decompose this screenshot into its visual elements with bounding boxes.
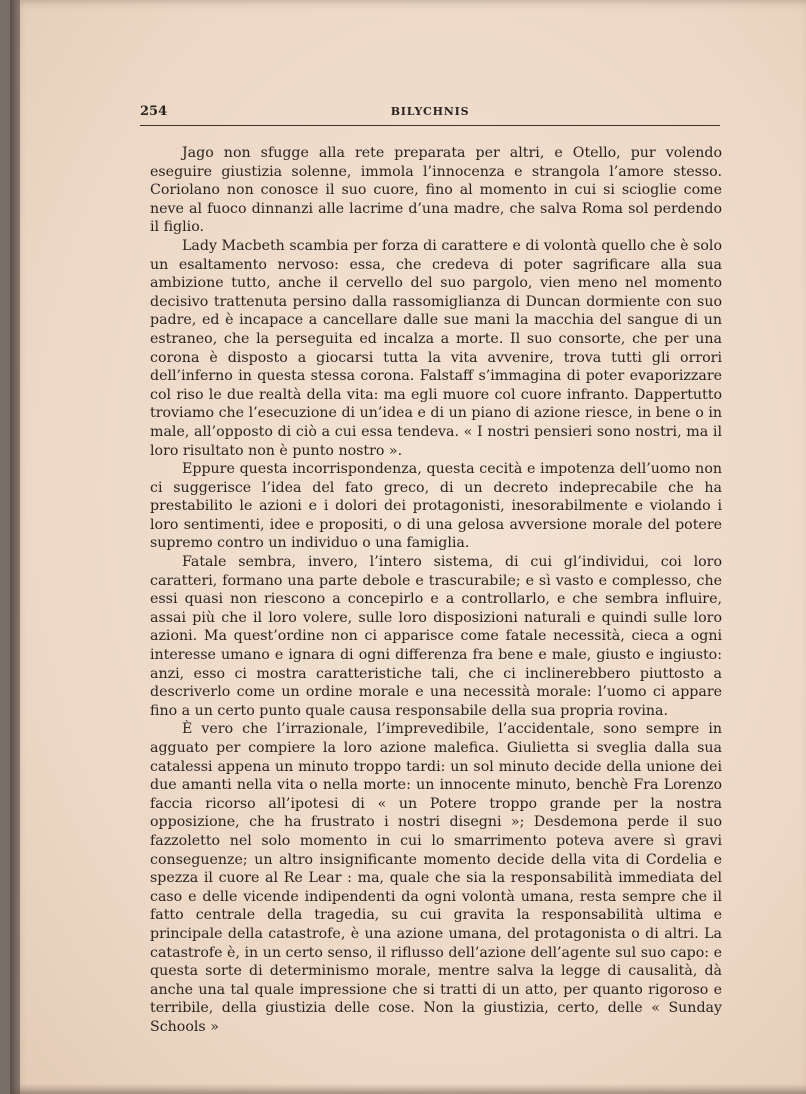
paragraph: È vero che l’irrazionale, l’imprevedibile, l’accidentale, sono sempre in agguato per compiere la loro azione malefica. Giulietta si sveglia dalla sua catalessi appena un minuto troppo tardi: un sol minuto decide della unione dei due amanti nella vita o nella morte: un innocente minuto, benchè Fra Lorenzo faccia ricorso all’ipotesi di « un Potere troppo grande per la nostra opposizione, che ha frustrato i nostri disegni »; Desdemona perde il suo fazzoletto nel solo momento in cui lo smarrimento poteva avere sì gravi conseguenze; un altro insignificante momento decide della vita di Cordelia e spezza il cuore al Re Lear : ma, quale che sia la responsabilità immediata del caso e delle vicende indipendenti da ogni volontà umana, resta sempre che il fatto centrale della tragedia, su cui gravita la responsabilità ultima e principale della catastrofe, è una azione umana, del protagonista o di altri. La catastrofe è, in un certo senso, il riflusso dell’azione dell’agente sul suo capo: e questa sorte di determinismo morale, mentre salva la legge di causalità, dà anche una tal quale impressione che si tratti di un atto, per quanto rigoroso e terribile, della giustizia delle cose. Non la giustizia, certo, delle « Sunday Schools » — [150, 721, 722, 1035]
running-head: BILYCHNIS — [390, 105, 470, 118]
paragraph: Eppure questa incorrispondenza, questa cecità e impotenza dell’uomo non ci suggerisce l’idea del fato greco, di un decreto indeprecabile che ha prestabilito le azioni e i dolori dei protagonisti, inesorabilmente e violando i loro sentimenti, idee e propositi, o di una gelosa avversione morale del potere supremo contro un individuo o una famiglia. — [150, 461, 722, 552]
header-rule — [140, 125, 720, 126]
spine-shadow — [10, 0, 20, 1094]
page-bottom-edge — [10, 1084, 806, 1094]
paragraph: Jago non sfugge alla rete preparata per altri, e Otello, pur volendo eseguire giustizia solenne, immola l’innocenza e strangola l’amore stesso. Coriolano non conosce il suo cuore, fino al momento in cui si scioglie come neve al fuoco dinnanzi alle lacrime d’una madre, che salva Roma sol perdendo il figlio. — [150, 145, 722, 236]
body-text — [150, 144, 722, 1037]
paragraph: Fatale sembra, invero, l’intero sistema, di cui gl’individui, coi loro caratteri, formano una parte debole e trascurabile; e sì vasto e complesso, che essi quasi non riescono a concepirlo e a controllarlo, e che sembra influire, assai più che il loro volere, sulle loro disposizioni naturali e quindi sulle loro azioni. Ma quest’ordine non ci apparisce come fatale necessità, cieca a ogni interesse umano e ignara di ogni differenza fra bene e male, giusto e ingiusto: anzi, esso ci mostra caratteristiche tali, che ci inclinerebbero piuttosto a descriverlo come un ordine morale e una necessità morale: l’uomo ci appare fino a un certo punto quale causa responsabile della sua propria rovina. — [150, 554, 722, 719]
page-number: 254 — [140, 104, 168, 119]
page-header — [140, 104, 720, 126]
paragraph: Lady Macbeth scambia per forza di carattere e di volontà quello che è solo un esaltamento nervoso: essa, che credeva di poter sagrificare alla sua ambizione tutto, anche il cervello del suo pargolo, vien meno nel momento decisivo trattenuta persino dalla rassomiglianza di Duncan dormiente con suo padre, ed è incapace a cancellare dalle sue mani la macchia del sangue di un estraneo, che la perseguita ed incalza a morte. Il suo consorte, che per una corona è disposto a giocarsi tutta la vita avvenire, trova tutti gli orrori dell’inferno in questa stessa corona. Falstaff s’immagina di poter evaporizzare col riso le due realtà della vita: ma egli muore col cuore infranto. Dappertutto troviamo che l’esecuzione di un’idea e di un piano di azione riesce, in bene o in male, all’opposto di ciò a cui essa tendeva. « I nostri pensieri sono nostri, ma il loro risultato non è punto nostro ». — [150, 237, 722, 459]
